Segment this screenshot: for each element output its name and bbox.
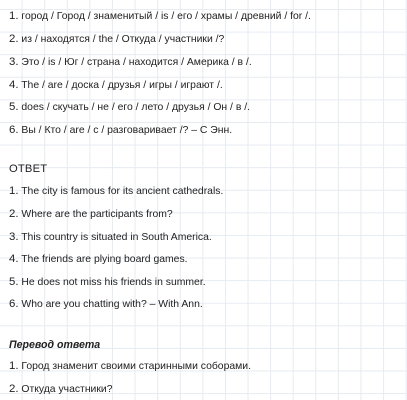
answer-item-1 (9, 184, 223, 199)
task-number: 1. (9, 10, 19, 22)
translation-number: 1. (9, 360, 19, 372)
answer-item-4 (9, 252, 188, 267)
task-item-1 (9, 9, 311, 24)
task-text: из / находятся / the / Откуда / участники /? (21, 34, 225, 45)
answer-text: This country is situated in South America. (21, 232, 212, 243)
answer-text: Who are you chatting with? – With Ann. (21, 299, 203, 310)
answer-item-6 (9, 297, 203, 312)
answer-text: He does not miss his friends in summer. (21, 277, 206, 288)
task-number: 4. (9, 79, 19, 91)
worksheet-page (9, 0, 403, 400)
task-item-3 (9, 55, 252, 70)
task-item-6 (9, 123, 232, 138)
answer-number: 6. (9, 298, 19, 310)
task-number: 3. (9, 56, 19, 68)
translation-item-1 (9, 359, 251, 374)
task-item-4 (9, 78, 223, 93)
answer-text: The city is famous for its ancient cathedrals. (21, 186, 224, 197)
answer-heading: ОТВЕТ (9, 163, 48, 175)
task-text: Вы / Кто / are / с / разговаривает /? – С Энн. (21, 125, 233, 136)
translation-number: 2. (9, 383, 19, 395)
task-number: 6. (9, 124, 19, 136)
answer-text: The friends are plying board games. (21, 254, 188, 265)
translation-item-2 (9, 382, 113, 397)
answer-text: Where are the participants from? (21, 209, 173, 220)
translation-text: Город знаменит своими старинными соборами. (21, 361, 251, 372)
task-item-5 (9, 100, 250, 115)
translation-text: Откуда участники? (21, 384, 113, 395)
task-text: город / Город / знаменитый / is / его / храмы / древний / for /. (21, 11, 311, 22)
answer-item-3 (9, 230, 212, 245)
task-text: The / are / доска / друзья / игры / играют /. (21, 80, 223, 91)
task-number: 2. (9, 33, 19, 45)
answer-number: 3. (9, 231, 19, 243)
translation-heading: Перевод ответа (9, 339, 101, 351)
answer-number: 1. (9, 185, 19, 197)
task-text: does / скучать / не / его / лето / друзья / Он / в /. (21, 102, 251, 113)
task-text: Это / is / Юг / страна / находится / Америка / в /. (21, 57, 252, 68)
task-number: 5. (9, 101, 19, 113)
answer-item-5 (9, 275, 206, 290)
answer-number: 5. (9, 276, 19, 288)
answer-number: 4. (9, 253, 19, 265)
answer-item-2 (9, 207, 173, 222)
answer-number: 2. (9, 208, 19, 220)
task-item-2 (9, 32, 224, 47)
